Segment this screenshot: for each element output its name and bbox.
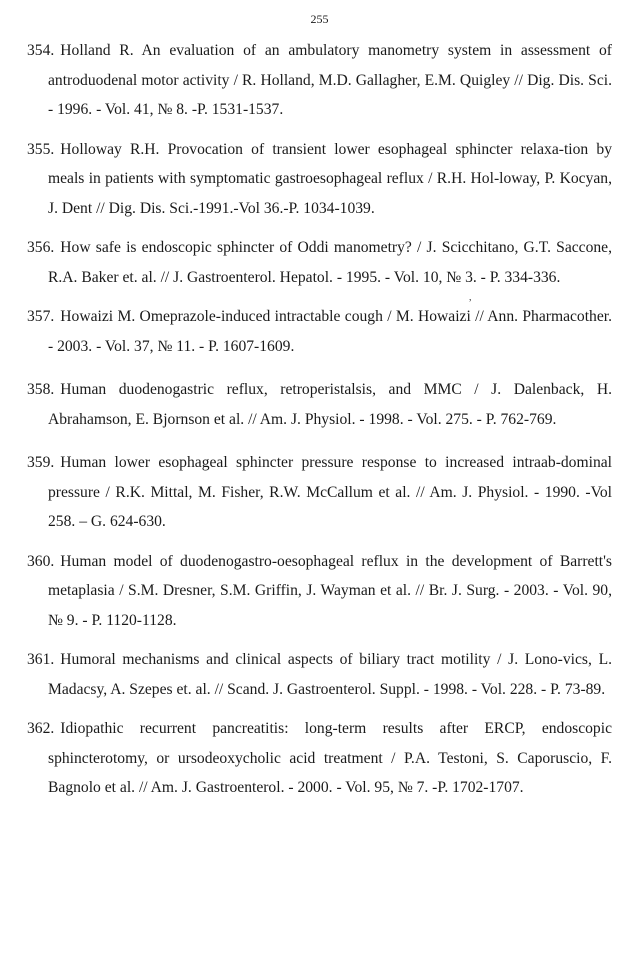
- reference-item: [27, 135, 612, 224]
- reference-number: 355.: [27, 140, 55, 158]
- reference-item: [27, 36, 612, 125]
- page-number: 255: [310, 12, 329, 26]
- reference-text: Human model of duodenogastro-oesophageal reflux in the development of Barrett's metaplasia / S.M. Dresner, S.M. Griffin, J. Wayman et al. // Br. J. Surg. - 2003. - Vol. 90, № 9. - P. 1120-1128.: [48, 552, 612, 629]
- reference-number: 358.: [27, 381, 55, 398]
- reference-number: 354.: [27, 42, 55, 59]
- reference-number: 359.: [27, 454, 55, 471]
- reference-text: Holloway R.H. Provocation of transient lower esophageal sphincter relaxa-tion by meals in patients with symptomatic gastroesophageal reflux / R.H. Hol-loway, P. Kocyan, J. Dent // Dig. Dis. Sci.-1991.-Vol 36.-P. 1034-1039.: [48, 140, 612, 217]
- reference-number: 362.: [27, 720, 55, 737]
- reference-number: 356.: [27, 239, 55, 256]
- reference-item: [27, 547, 612, 636]
- reference-list: [27, 36, 612, 813]
- reference-text: How safe is endoscopic sphincter of Oddi manometry? / J. Scicchitano, G.T. Saccone, R.A. Baker et. al. // J. Gastroenterol. Hepatol. - 1995. - Vol. 10, № 3. - P. 334-336.: [48, 239, 612, 286]
- reference-item: [27, 645, 612, 704]
- reference-number: 361.: [27, 651, 55, 668]
- reference-number: 357.: [27, 308, 55, 325]
- reference-text: Human lower esophageal sphincter pressure response to increased intraab-dominal pressure / R.K. Mittal, M. Fisher, R.W. McCallum et al. // Am. J. Physiol. - 1990. -Vol 258. – G. 624-630.: [48, 454, 612, 530]
- reference-text: Humoral mechanisms and clinical aspects of biliary tract motility / J. Lono-vics, L. Madacsy, A. Szepes et. al. // Scand. J. Gastroenterol. Suppl. - 1998. - Vol. 228. - P. 73-89.: [48, 651, 612, 698]
- reference-text: Howaizi M. Omeprazole-induced intractable cough / M. Howaizi // Ann. Pharmacother. - 2003. - Vol. 37, № 11. - P. 1607-1609.: [48, 308, 612, 355]
- reference-number: 360.: [27, 552, 55, 570]
- reference-item: [27, 375, 612, 434]
- reference-text: Holland R. An evaluation of an ambulatory manometry system in assessment of antroduodenal motor activity / R. Holland, M.D. Gallagher, E.M. Quigley // Dig. Dis. Sci. - 1996. - Vol. 41, № 8. -P. 1531-1537.: [48, 42, 612, 118]
- stray-mark: ,: [469, 292, 472, 303]
- reference-text: Idiopathic recurrent pancreatitis: long-term results after ERCP, endoscopic sphincterotomy, or ursodeoxycholic acid treatment / P.A. Testoni, S. Caporuscio, F. Bagnolo et al. // Am. J. Gastroenterol. - 2000. - Vol. 95, № 7. -P. 1702-1707.: [48, 720, 612, 796]
- reference-item: [27, 302, 612, 361]
- reference-item: [27, 448, 612, 537]
- reference-item: [27, 233, 612, 292]
- reference-item: [27, 714, 612, 803]
- reference-text: Human duodenogastric reflux, retroperistalsis, and MMC / J. Dalenback, H. Abrahamson, E. Bjornson et al. // Am. J. Physiol. - 1998. - Vol. 275. - P. 762-769.: [48, 381, 612, 428]
